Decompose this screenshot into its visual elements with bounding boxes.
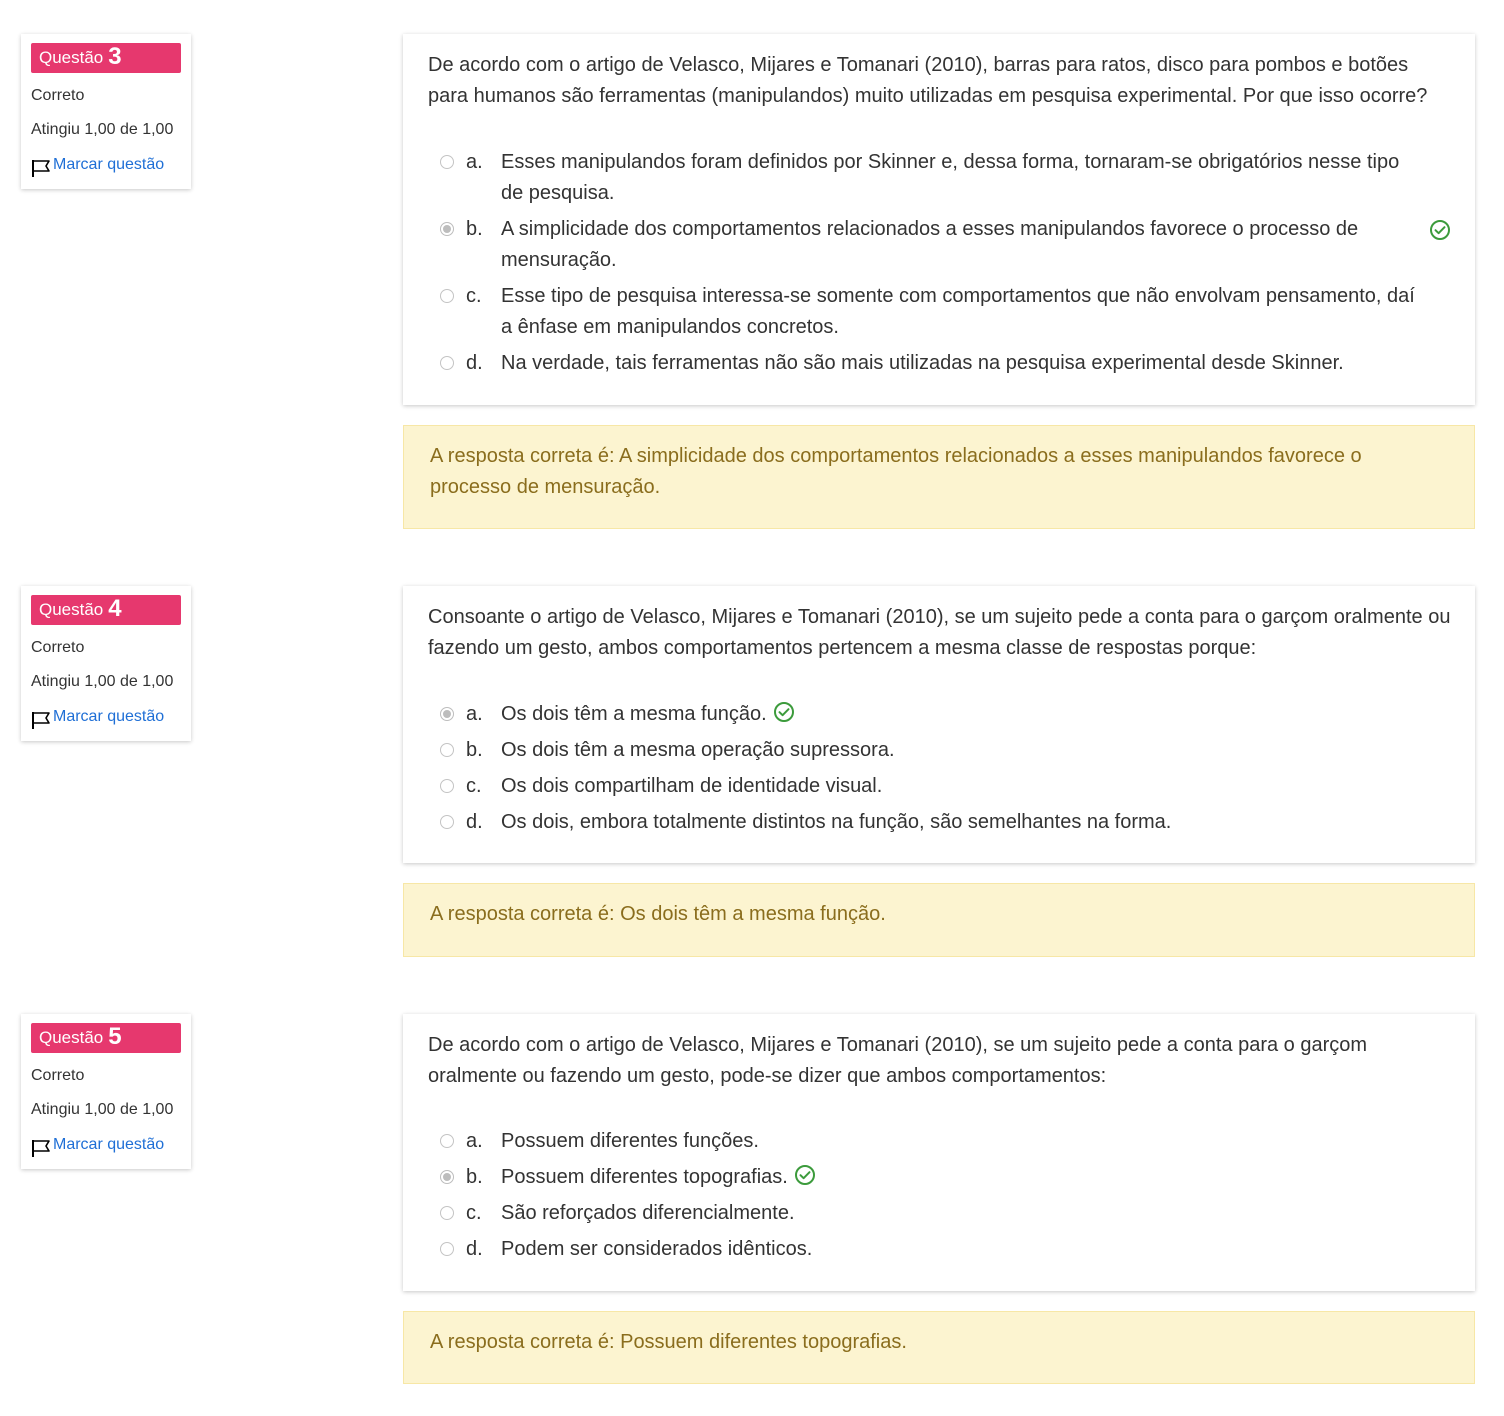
correct-check-icon — [773, 701, 795, 723]
answer-option-c[interactable] — [428, 281, 1451, 343]
flag-question-label: Marcar questão — [53, 1136, 165, 1153]
question-state: Correto — [31, 1067, 85, 1084]
question-info — [21, 586, 191, 741]
flag-question-link[interactable] — [31, 707, 191, 727]
question-number: 3 — [108, 43, 122, 70]
answer-option-c[interactable] — [428, 1198, 1451, 1229]
answer-options — [428, 699, 1451, 838]
correct-check-icon — [794, 1164, 816, 1186]
answer-option-c[interactable] — [428, 771, 1451, 802]
question-label: Questão — [39, 48, 104, 67]
correct-answer-feedback: A resposta correta é: Os dois têm a mesma função. — [403, 883, 1475, 957]
option-letter: c. — [466, 775, 482, 797]
question-grade: Atingiu 1,00 de 1,00 — [31, 121, 174, 138]
option-letter: d. — [466, 811, 483, 833]
radio-button[interactable] — [440, 356, 454, 370]
flag-question-link[interactable] — [31, 155, 191, 175]
option-text: Possuem diferentes topografias. — [501, 1166, 788, 1188]
question-label: Questão — [39, 600, 104, 619]
answer-option-a[interactable] — [428, 147, 1451, 209]
question-grade: Atingiu 1,00 de 1,00 — [31, 1101, 174, 1118]
answer-option-d[interactable] — [428, 807, 1451, 838]
question-number: 4 — [108, 595, 122, 622]
radio-button-selected[interactable] — [440, 1170, 454, 1184]
question-number-badge — [31, 595, 181, 625]
option-letter: c. — [466, 285, 482, 307]
flag-question-label: Marcar questão — [53, 708, 165, 725]
radio-button[interactable] — [440, 815, 454, 829]
question-text: De acordo com o artigo de Velasco, Mijares e Tomanari (2010), barras para ratos, disco para pombos e botões para humanos são ferramentas (manipulandos) muito utilizadas em pesquisa experimental. Por que isso ocorre? — [428, 54, 1428, 107]
flag-icon — [31, 158, 51, 178]
radio-button-selected[interactable] — [440, 222, 454, 236]
correct-answer-feedback: A resposta correta é: Possuem diferentes topografias. — [403, 1311, 1475, 1384]
option-text: Os dois, embora totalmente distintos na função, são semelhantes na forma. — [501, 811, 1172, 833]
option-text-wrap — [501, 1162, 1451, 1193]
flag-question-link[interactable] — [31, 1135, 191, 1155]
option-text: Podem ser considerados idênticos. — [501, 1238, 813, 1260]
option-text: Na verdade, tais ferramentas não são mais utilizadas na pesquisa experimental desde Skinner. — [501, 352, 1344, 374]
flag-icon — [31, 1138, 51, 1158]
answer-option-a[interactable] — [428, 1126, 1451, 1157]
question-text: Consoante o artigo de Velasco, Mijares e Tomanari (2010), se um sujeito pede a conta para o garçom oralmente ou fazendo um gesto, ambos comportamentos pertencem a mesma classe de respostas porque: — [428, 606, 1451, 659]
answer-option-d[interactable] — [428, 1234, 1451, 1265]
option-letter: b. — [466, 1166, 483, 1188]
radio-button[interactable] — [440, 1206, 454, 1220]
option-text: São reforçados diferencialmente. — [501, 1202, 795, 1224]
question-state: Correto — [31, 639, 85, 656]
option-letter: c. — [466, 1202, 482, 1224]
question-number-badge — [31, 43, 181, 73]
correct-check-icon — [1429, 219, 1451, 241]
option-text: A simplicidade dos comportamentos relacionados a esses manipulandos favorece o processo de mensuração. — [501, 218, 1359, 271]
question-label: Questão — [39, 1028, 104, 1047]
question-text: De acordo com o artigo de Velasco, Mijares e Tomanari (2010), se um sujeito pede a conta para o garçom oralmente ou fazendo um gesto, pode-se dizer que ambos comportamentos: — [428, 1034, 1368, 1087]
question-formulation — [403, 34, 1475, 405]
answer-option-d[interactable] — [428, 348, 1451, 379]
option-letter: a. — [466, 1130, 483, 1152]
radio-button[interactable] — [440, 155, 454, 169]
option-letter: a. — [466, 703, 483, 725]
radio-button[interactable] — [440, 289, 454, 303]
option-text: Esses manipulandos foram definidos por Skinner e, dessa forma, tornaram-se obrigatórios nesse tipo de pesquisa. — [501, 151, 1400, 204]
option-letter: b. — [466, 218, 483, 240]
question-formulation — [403, 1014, 1475, 1291]
option-text: Esse tipo de pesquisa interessa-se somente com comportamentos que não envolvam pensamento, daí a ênfase em manipulandos concretos. — [501, 285, 1415, 338]
option-letter: d. — [466, 352, 483, 374]
option-text-wrap — [501, 699, 1451, 730]
radio-button[interactable] — [440, 743, 454, 757]
correct-answer-feedback: A resposta correta é: A simplicidade dos comportamentos relacionados a esses manipulandos favorece o processo de mensuração. — [403, 425, 1475, 529]
answer-option-a[interactable] — [428, 699, 1451, 730]
flag-icon — [31, 710, 51, 730]
option-letter: a. — [466, 151, 483, 173]
option-text: Os dois compartilham de identidade visual. — [501, 775, 883, 797]
option-text: Os dois têm a mesma função. — [501, 703, 767, 725]
question-number-badge — [31, 1023, 181, 1053]
flag-question-label: Marcar questão — [53, 156, 165, 173]
radio-button-selected[interactable] — [440, 707, 454, 721]
answer-options — [428, 1126, 1451, 1265]
option-text: Os dois têm a mesma operação supressora. — [501, 739, 895, 761]
answer-option-b[interactable] — [428, 1162, 1451, 1193]
question-info — [21, 1014, 191, 1169]
answer-options — [428, 147, 1451, 379]
question-grade: Atingiu 1,00 de 1,00 — [31, 673, 174, 690]
radio-button[interactable] — [440, 1242, 454, 1256]
question-info — [21, 34, 191, 189]
question-state: Correto — [31, 87, 85, 104]
answer-option-b[interactable] — [428, 214, 1451, 276]
question-formulation — [403, 586, 1475, 863]
radio-button[interactable] — [440, 779, 454, 793]
question-number: 5 — [108, 1023, 122, 1050]
answer-option-b[interactable] — [428, 735, 1451, 766]
option-text: Possuem diferentes funções. — [501, 1130, 759, 1152]
option-letter: d. — [466, 1238, 483, 1260]
option-letter: b. — [466, 739, 483, 761]
radio-button[interactable] — [440, 1134, 454, 1148]
